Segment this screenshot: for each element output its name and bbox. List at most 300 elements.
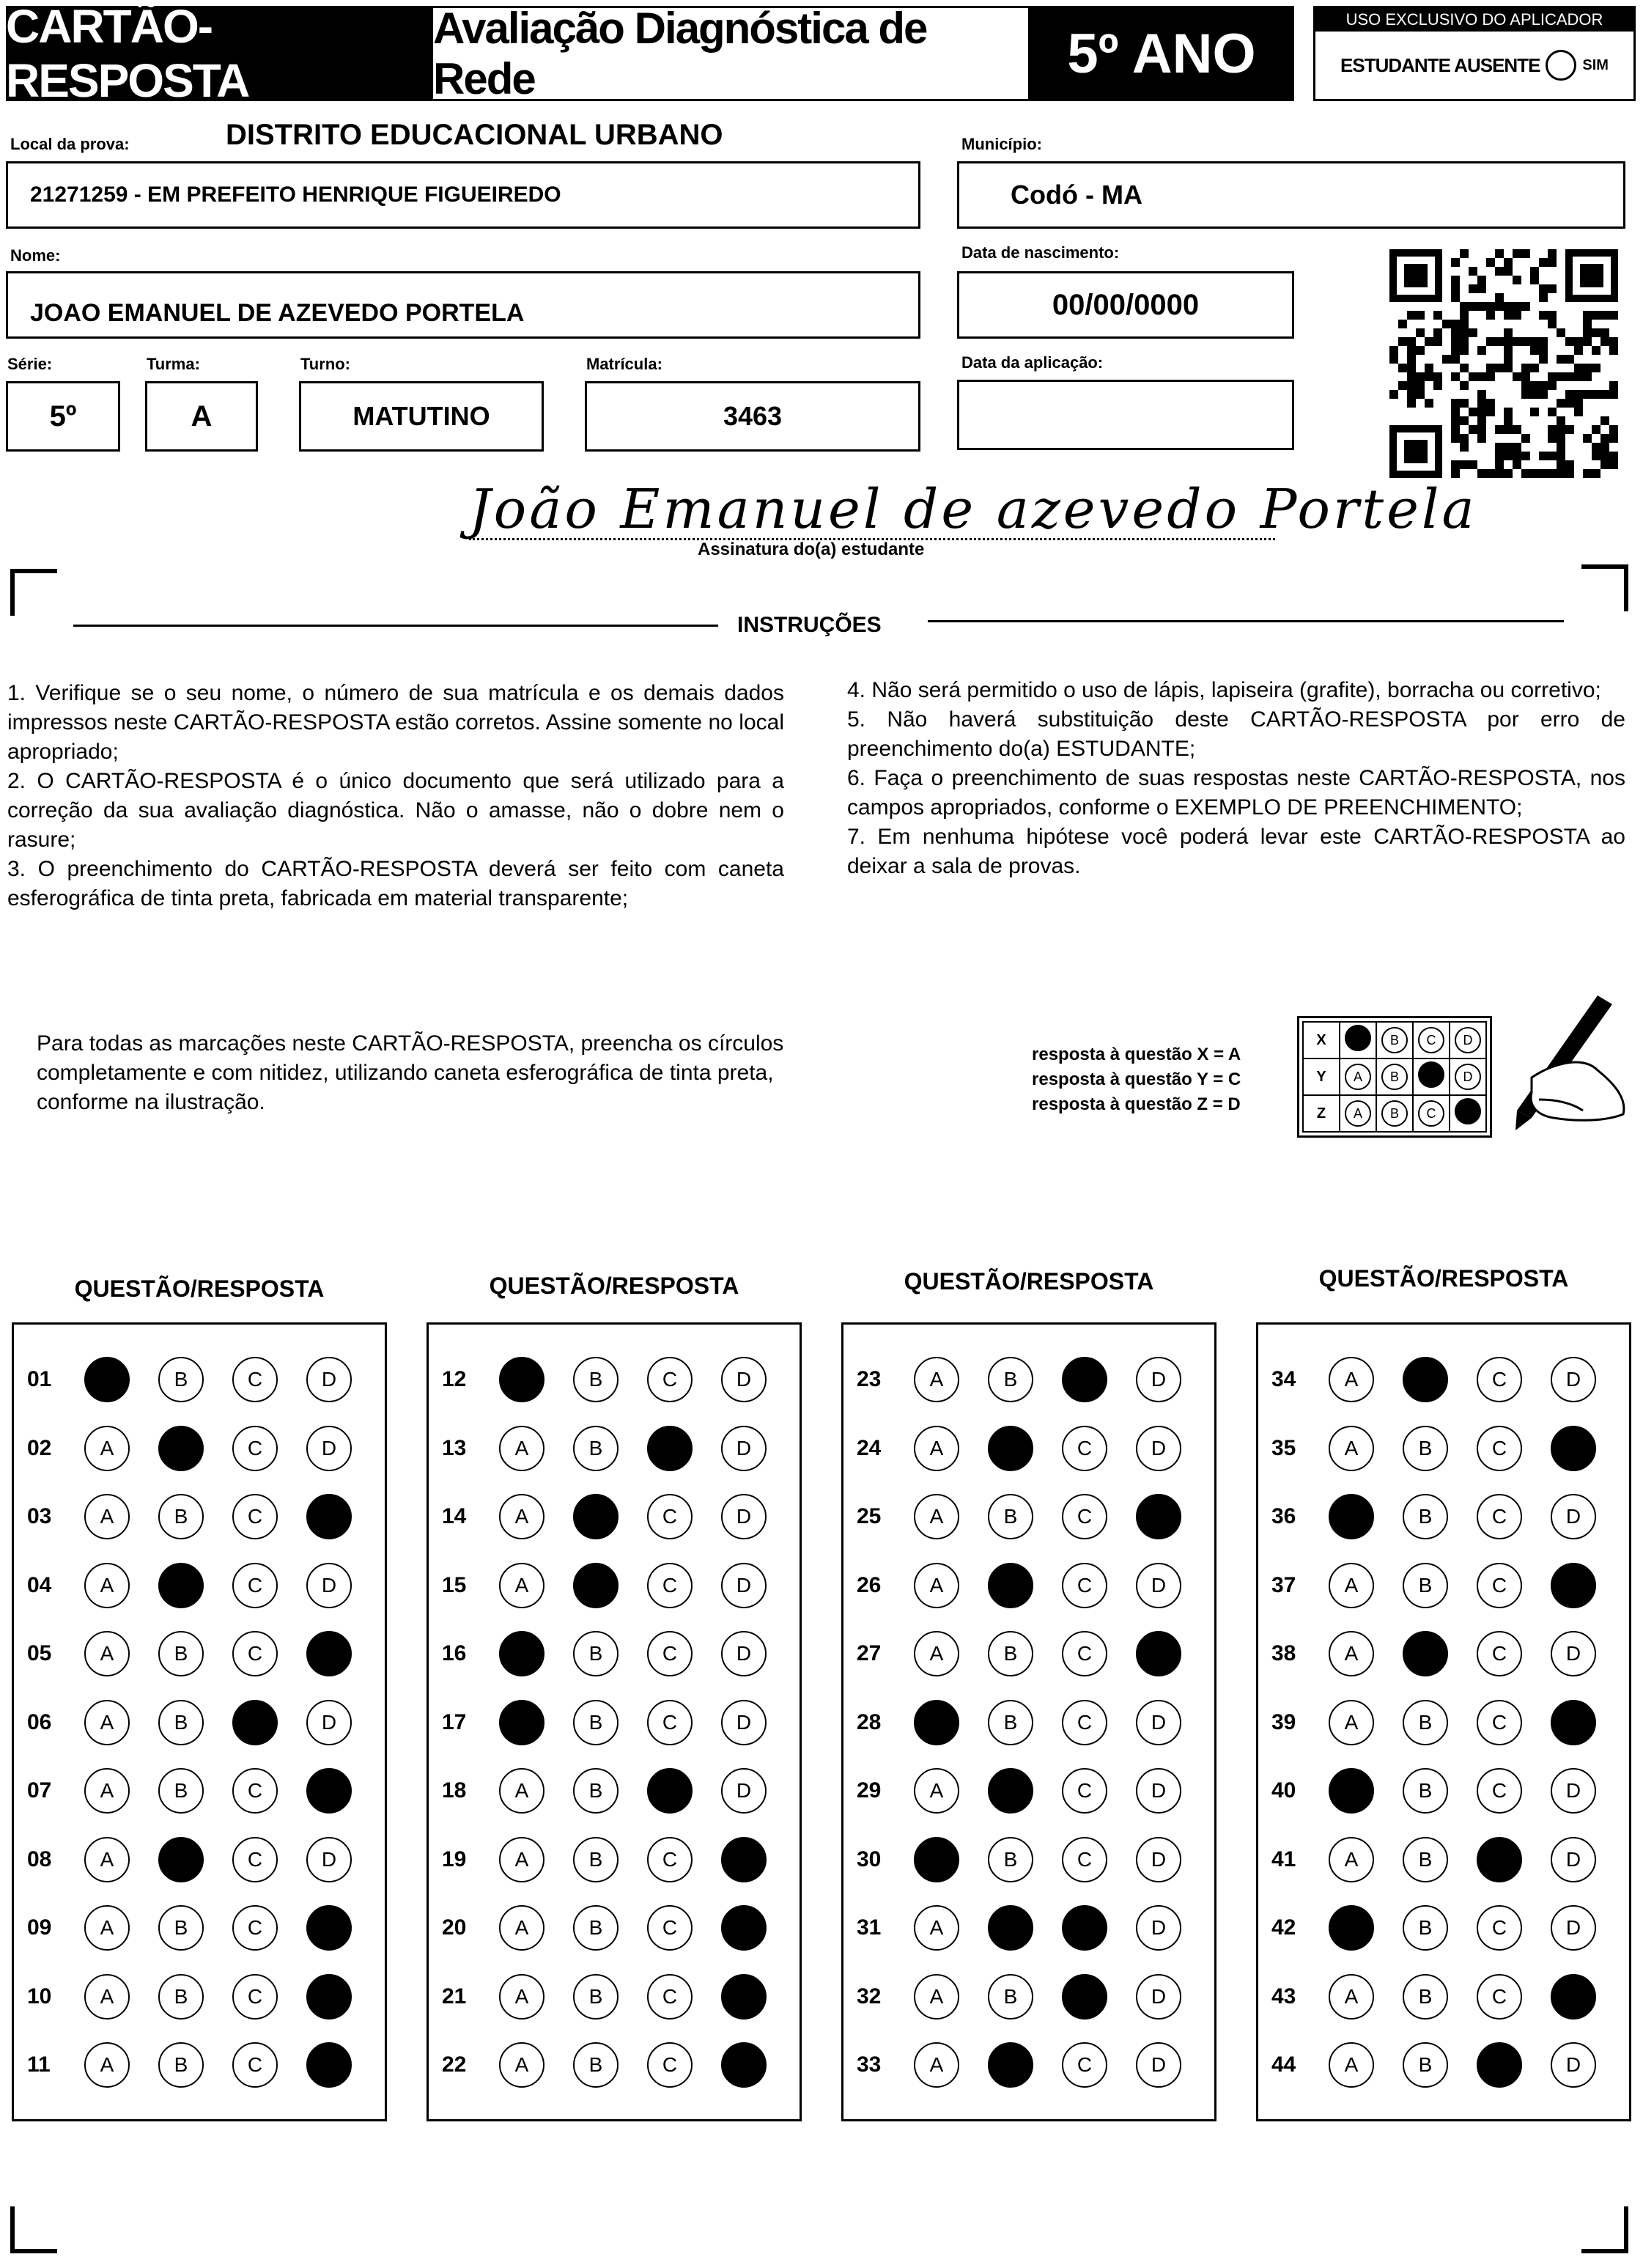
bubble-letter: C xyxy=(1491,1710,1507,1734)
question-number: 07 xyxy=(27,1778,52,1803)
aplicacao-label: Data da aplicação: xyxy=(961,353,1104,372)
answer-bubble-a[interactable] xyxy=(84,1631,130,1676)
question-number: 16 xyxy=(442,1641,467,1665)
bubble-letter: C xyxy=(1491,1573,1507,1597)
bubble-letter: A xyxy=(514,1779,529,1802)
answer-bubble-b[interactable] xyxy=(158,2042,204,2088)
answer-bubble-c[interactable] xyxy=(232,1426,278,1471)
bubble-letter: D xyxy=(1565,1779,1581,1802)
frame-corner xyxy=(10,2206,57,2253)
answer-bubble-b[interactable] xyxy=(573,1905,619,1951)
example-bubble: A xyxy=(1345,1100,1371,1127)
answer-bubble-c[interactable] xyxy=(1062,1700,1107,1745)
question-row xyxy=(14,1697,385,1748)
instructions-left xyxy=(7,679,784,913)
example-text: Para todas as marcações neste CARTÃO-RESPOSTA, preencha os círculos completamente e com nitidez, utilizando caneta esferográfica de tinta preta, conforme na ilustração. xyxy=(37,1031,784,1114)
bubble-letter: C xyxy=(1077,1847,1093,1871)
answer-bubble-d[interactable] xyxy=(1136,1357,1181,1402)
answer-bubble-c[interactable] xyxy=(1477,1426,1522,1471)
question-number: 05 xyxy=(27,1641,52,1665)
answer-bubble-b[interactable] xyxy=(573,1974,619,2020)
answer-bubble-d[interactable] xyxy=(306,1837,352,1882)
bubble-letter: B xyxy=(1003,1984,1018,2008)
question-row xyxy=(1258,1628,1629,1679)
answer-bubble-c[interactable] xyxy=(1477,1357,1522,1402)
bubble-letter: A xyxy=(1344,1573,1359,1597)
answer-bubble-c[interactable] xyxy=(1062,1631,1107,1676)
answer-bubble-d[interactable] xyxy=(1551,1563,1596,1608)
bubble-letter: A xyxy=(100,1642,114,1665)
question-row xyxy=(1258,1560,1629,1611)
bubble-letter: C xyxy=(662,1710,678,1734)
answer-bubble-c[interactable] xyxy=(1062,1494,1107,1539)
answer-bubble-a[interactable] xyxy=(84,1700,130,1745)
answer-bubble-b[interactable] xyxy=(158,1905,204,1951)
answer-bubble-c[interactable] xyxy=(1477,1837,1522,1882)
instruction-item: 6. Faça o preenchimento de suas respostas neste CARTÃO-RESPOSTA, nos campos apropriados, conforme o EXEMPLO DE PREENCHIMENTO; xyxy=(847,766,1625,820)
answer-bubble-b[interactable] xyxy=(573,1357,619,1402)
answer-bubble-b[interactable] xyxy=(573,2042,619,2088)
example-bubble: A xyxy=(1345,1064,1371,1090)
answer-bubble-b[interactable] xyxy=(1403,1357,1448,1402)
answer-bubble-a[interactable] xyxy=(914,1426,959,1471)
answer-bubble-c[interactable] xyxy=(647,1631,693,1676)
answer-bubble-b[interactable] xyxy=(1403,2042,1448,2088)
answer-bubble-b[interactable] xyxy=(1403,1426,1448,1471)
question-number: 21 xyxy=(442,1984,467,2009)
answer-bubble-a[interactable] xyxy=(499,1426,544,1471)
bubble-letter: D xyxy=(736,1505,752,1528)
answer-bubble-d[interactable] xyxy=(1551,1700,1596,1745)
answer-bubble-d[interactable] xyxy=(1551,1837,1596,1882)
question-row xyxy=(843,1354,1214,1405)
answer-bubble-b[interactable] xyxy=(573,1837,619,1882)
answer-bubble-c[interactable] xyxy=(1062,1563,1107,1608)
answer-bubble-d[interactable] xyxy=(306,1768,352,1814)
answer-bubble-b[interactable] xyxy=(158,1768,204,1814)
bubble-letter: B xyxy=(1418,1436,1433,1459)
example-legend xyxy=(1032,1042,1241,1117)
example-bubble xyxy=(1345,1025,1371,1051)
answer-bubble-a[interactable] xyxy=(499,1700,544,1745)
answer-bubble-c[interactable] xyxy=(1477,1631,1522,1676)
answer-bubble-d[interactable] xyxy=(1136,1631,1181,1676)
bubble-letter: C xyxy=(247,1573,263,1597)
question-row xyxy=(429,1628,800,1679)
answer-bubble-a[interactable] xyxy=(84,1563,130,1608)
answer-bubble-c[interactable] xyxy=(1062,1768,1107,1814)
answer-bubble-b[interactable] xyxy=(988,2042,1033,2088)
question-row xyxy=(429,1423,800,1474)
bubble-letter: D xyxy=(736,1573,752,1597)
answer-bubble-b[interactable] xyxy=(158,1837,204,1882)
answer-bubble-a[interactable] xyxy=(914,1768,959,1814)
answer-bubble-a[interactable] xyxy=(1329,1357,1374,1402)
answer-bubble-a[interactable] xyxy=(1329,1768,1374,1814)
bubble-letter: A xyxy=(514,2053,529,2076)
answer-bubble-d[interactable] xyxy=(1136,1563,1181,1608)
answer-bubble-a[interactable] xyxy=(914,1974,959,2020)
bubble-letter: C xyxy=(662,1573,678,1597)
grade-title: 5º ANO xyxy=(1029,6,1294,101)
question-row xyxy=(1258,1902,1629,1954)
answer-bubble-c[interactable] xyxy=(647,1426,693,1471)
answer-bubble-c[interactable] xyxy=(1062,1905,1107,1951)
answer-bubble-b[interactable] xyxy=(988,1357,1033,1402)
question-number: 11 xyxy=(27,2052,51,2077)
answer-bubble-d[interactable] xyxy=(1136,1905,1181,1951)
bubble-letter: D xyxy=(1151,1779,1167,1802)
bubble-letter: C xyxy=(247,1642,263,1665)
answer-bubble-b[interactable] xyxy=(1403,1494,1448,1539)
answer-bubble-c[interactable] xyxy=(647,1357,693,1402)
answer-bubble-a[interactable] xyxy=(1329,1631,1374,1676)
answers-panel xyxy=(12,1322,387,2121)
bubble-letter: C xyxy=(247,1779,263,1802)
answer-bubble-a[interactable] xyxy=(84,1357,130,1402)
bubble-letter: B xyxy=(588,1847,603,1871)
answer-bubble-a[interactable] xyxy=(914,2042,959,2088)
answer-bubble-b[interactable] xyxy=(1403,1563,1448,1608)
answer-bubble-b[interactable] xyxy=(1403,1837,1448,1882)
bubble-letter: A xyxy=(100,1916,114,1939)
answer-bubble-c[interactable] xyxy=(647,1905,693,1951)
answer-bubble-d[interactable] xyxy=(1551,1426,1596,1471)
bubble-letter: D xyxy=(736,1642,752,1665)
bubble-letter: D xyxy=(736,1368,752,1391)
answer-bubble-a[interactable] xyxy=(1329,1837,1374,1882)
answer-bubble-a[interactable] xyxy=(499,1494,544,1539)
question-number: 37 xyxy=(1271,1572,1296,1597)
answer-bubble-b[interactable] xyxy=(1403,1700,1448,1745)
question-number: 02 xyxy=(27,1435,52,1460)
question-row xyxy=(14,1902,385,1954)
answer-bubble-a[interactable] xyxy=(84,1837,130,1882)
answer-bubble-b[interactable] xyxy=(573,1563,619,1608)
bubble-letter: D xyxy=(1151,1573,1167,1597)
answer-bubble-d[interactable] xyxy=(306,1905,352,1951)
answer-bubble-a[interactable] xyxy=(499,1357,544,1402)
answer-bubble-c[interactable] xyxy=(1062,1974,1107,2020)
example-row xyxy=(1303,1095,1486,1132)
answer-bubble-c[interactable] xyxy=(232,1905,278,1951)
answer-bubble-c[interactable] xyxy=(1062,1426,1107,1471)
answer-bubble-d[interactable] xyxy=(721,1631,767,1676)
bubble-letter: C xyxy=(1077,1642,1093,1665)
question-number: 31 xyxy=(857,1915,882,1940)
answer-bubble-b[interactable] xyxy=(573,1631,619,1676)
bubble-letter: C xyxy=(1491,1916,1507,1939)
answer-bubble-a[interactable] xyxy=(84,1426,130,1471)
answer-bubble-c[interactable] xyxy=(232,1357,278,1402)
answer-bubble-d[interactable] xyxy=(721,2042,767,2088)
district-name: DISTRITO EDUCACIONAL URBANO xyxy=(226,119,723,151)
answer-bubble-d[interactable] xyxy=(721,1700,767,1745)
answer-bubble-d[interactable] xyxy=(1136,1974,1181,2020)
answer-bubble-a[interactable] xyxy=(499,1631,544,1676)
answer-bubble-b[interactable] xyxy=(573,1494,619,1539)
answer-bubble-d[interactable] xyxy=(1136,1837,1181,1882)
answer-bubble-b[interactable] xyxy=(1403,1631,1448,1676)
question-number: 43 xyxy=(1271,1984,1296,2009)
answer-bubble-c[interactable] xyxy=(647,1700,693,1745)
answer-bubble-c[interactable] xyxy=(232,1974,278,2020)
answer-bubble-b[interactable] xyxy=(158,1974,204,2020)
instruction-item: 3. O preenchimento do CARTÃO-RESPOSTA deverá ser feito com caneta esferográfica de tinta preta, fabricada em material transparente; xyxy=(7,857,784,910)
answer-bubble-a[interactable] xyxy=(1329,1974,1374,2020)
answer-bubble-d[interactable] xyxy=(306,1494,352,1539)
bubble-letter: C xyxy=(1491,1505,1507,1528)
absent-bubble[interactable] xyxy=(1546,50,1576,81)
answer-bubble-a[interactable] xyxy=(914,1905,959,1951)
answer-bubble-b[interactable] xyxy=(573,1426,619,1471)
answer-bubble-d[interactable] xyxy=(721,1494,767,1539)
answer-bubble-a[interactable] xyxy=(1329,1700,1374,1745)
question-number: 33 xyxy=(857,2052,882,2077)
answer-bubble-d[interactable] xyxy=(721,1563,767,1608)
answer-bubble-b[interactable] xyxy=(988,1768,1033,1814)
question-row xyxy=(14,1560,385,1611)
question-number: 30 xyxy=(857,1847,882,1871)
answer-bubble-c[interactable] xyxy=(232,1768,278,1814)
answer-bubble-a[interactable] xyxy=(84,1494,130,1539)
example-bubble: C xyxy=(1418,1027,1444,1053)
answer-bubble-d[interactable] xyxy=(1136,1768,1181,1814)
answer-bubble-a[interactable] xyxy=(499,1974,544,2020)
question-number: 04 xyxy=(27,1572,52,1597)
bubble-letter: D xyxy=(1151,1368,1167,1391)
pen-icon xyxy=(1488,990,1634,1144)
answer-bubble-d[interactable] xyxy=(1136,2042,1181,2088)
answer-bubble-b[interactable] xyxy=(988,1974,1033,2020)
question-number: 12 xyxy=(442,1367,467,1391)
answer-bubble-b[interactable] xyxy=(1403,1768,1448,1814)
question-number: 26 xyxy=(857,1572,882,1597)
question-number: 24 xyxy=(857,1435,882,1460)
bubble-letter: A xyxy=(1344,1984,1359,2008)
answer-bubble-a[interactable] xyxy=(1329,1494,1374,1539)
answer-bubble-a[interactable] xyxy=(914,1563,959,1608)
turma-value: A xyxy=(191,400,213,432)
answer-bubble-d[interactable] xyxy=(1551,1631,1596,1676)
bubble-letter: C xyxy=(1077,1779,1093,1802)
answers-panel xyxy=(427,1322,802,2121)
question-row xyxy=(1258,1697,1629,1748)
question-number: 14 xyxy=(442,1504,467,1528)
answer-bubble-c[interactable] xyxy=(647,1837,693,1882)
answer-bubble-a[interactable] xyxy=(914,1357,959,1402)
answer-bubble-a[interactable] xyxy=(499,1768,544,1814)
question-row xyxy=(1258,2039,1629,2091)
bubble-letter: A xyxy=(1344,1710,1359,1734)
answer-bubble-c[interactable] xyxy=(1062,1837,1107,1882)
answer-bubble-b[interactable] xyxy=(158,1357,204,1402)
answer-bubble-d[interactable] xyxy=(306,1974,352,2020)
municipio-field xyxy=(957,161,1625,229)
bubble-letter: A xyxy=(514,1916,529,1939)
bubble-letter: D xyxy=(321,1368,337,1391)
answer-bubble-b[interactable] xyxy=(573,1768,619,1814)
answer-bubble-a[interactable] xyxy=(1329,1905,1374,1951)
answer-bubble-a[interactable] xyxy=(914,1837,959,1882)
answer-bubble-a[interactable] xyxy=(1329,2042,1374,2088)
question-number: 27 xyxy=(857,1641,882,1665)
answer-bubble-b[interactable] xyxy=(988,1905,1033,1951)
question-number: 03 xyxy=(27,1504,52,1528)
answer-bubble-d[interactable] xyxy=(1136,1494,1181,1539)
bubble-letter: D xyxy=(1565,1916,1581,1939)
question-number: 10 xyxy=(27,1984,52,2009)
example-cell xyxy=(1413,1095,1450,1132)
answer-bubble-c[interactable] xyxy=(232,1837,278,1882)
bubble-letter: D xyxy=(1565,1368,1581,1391)
answer-bubble-d[interactable] xyxy=(721,1974,767,2020)
nascimento-value: 00/00/0000 xyxy=(1052,288,1200,321)
card-title: CARTÃO-RESPOSTA xyxy=(6,6,431,101)
answer-bubble-b[interactable] xyxy=(573,1700,619,1745)
answer-bubble-b[interactable] xyxy=(158,1426,204,1471)
answer-bubble-c[interactable] xyxy=(1477,1563,1522,1608)
answer-bubble-d[interactable] xyxy=(1136,1700,1181,1745)
answer-bubble-c[interactable] xyxy=(232,2042,278,2088)
answer-bubble-b[interactable] xyxy=(988,1563,1033,1608)
answer-bubble-b[interactable] xyxy=(1403,1974,1448,2020)
answer-bubble-b[interactable] xyxy=(988,1494,1033,1539)
answer-bubble-d[interactable] xyxy=(306,1357,352,1402)
bubble-letter: B xyxy=(174,1779,188,1802)
instruction-item: 4. Não será permitido o uso de lápis, lapiseira (grafite), borracha ou corretivo; xyxy=(847,678,1601,702)
answer-bubble-c[interactable] xyxy=(1477,1700,1522,1745)
applicator-box xyxy=(1313,6,1636,101)
answer-bubble-b[interactable] xyxy=(158,1700,204,1745)
answer-bubble-b[interactable] xyxy=(158,1494,204,1539)
answer-bubble-d[interactable] xyxy=(1551,1357,1596,1402)
answer-bubble-b[interactable] xyxy=(988,1426,1033,1471)
answer-bubble-d[interactable] xyxy=(306,1700,352,1745)
bubble-letter: C xyxy=(247,1505,263,1528)
answer-bubble-a[interactable] xyxy=(914,1631,959,1676)
answer-bubble-b[interactable] xyxy=(1403,1905,1448,1951)
answer-bubble-b[interactable] xyxy=(158,1631,204,1676)
answer-bubble-d[interactable] xyxy=(306,1631,352,1676)
answer-bubble-d[interactable] xyxy=(1136,1426,1181,1471)
question-number: 40 xyxy=(1271,1778,1296,1803)
bubble-letter: C xyxy=(247,1916,263,1939)
bubble-letter: D xyxy=(1565,1642,1581,1665)
answer-bubble-a[interactable] xyxy=(84,1768,130,1814)
answer-bubble-c[interactable] xyxy=(647,1974,693,2020)
bubble-letter: C xyxy=(662,1368,678,1391)
answer-bubble-c[interactable] xyxy=(1477,1974,1522,2020)
answer-bubble-c[interactable] xyxy=(647,1494,693,1539)
bubble-letter: A xyxy=(1344,1368,1359,1391)
question-number: 09 xyxy=(27,1915,52,1940)
answer-bubble-c[interactable] xyxy=(1477,2042,1522,2088)
example-cell xyxy=(1413,1058,1450,1095)
answer-bubble-d[interactable] xyxy=(721,1426,767,1471)
answer-bubble-a[interactable] xyxy=(499,2042,544,2088)
answer-bubble-a[interactable] xyxy=(914,1494,959,1539)
answer-bubble-b[interactable] xyxy=(988,1837,1033,1882)
answer-bubble-c[interactable] xyxy=(1477,1905,1522,1951)
bubble-letter: A xyxy=(100,1779,114,1802)
answer-bubble-b[interactable] xyxy=(988,1631,1033,1676)
example-cell xyxy=(1340,1095,1376,1132)
answer-bubble-c[interactable] xyxy=(1062,2042,1107,2088)
bubble-letter: C xyxy=(1491,1984,1507,2008)
answer-bubble-c[interactable] xyxy=(232,1563,278,1608)
answer-bubble-b[interactable] xyxy=(158,1563,204,1608)
answer-bubble-c[interactable] xyxy=(232,1700,278,1745)
answer-bubble-b[interactable] xyxy=(988,1700,1033,1745)
answer-bubble-d[interactable] xyxy=(721,1905,767,1951)
answer-bubble-d[interactable] xyxy=(306,2042,352,2088)
answer-bubble-c[interactable] xyxy=(647,2042,693,2088)
example-cell xyxy=(1376,1022,1413,1058)
example-cell xyxy=(1340,1022,1376,1058)
example-cell xyxy=(1450,1022,1486,1058)
question-number: 20 xyxy=(442,1915,467,1940)
answer-bubble-a[interactable] xyxy=(84,2042,130,2088)
answer-bubble-d[interactable] xyxy=(721,1837,767,1882)
answer-bubble-a[interactable] xyxy=(1329,1426,1374,1471)
bubble-letter: B xyxy=(588,1642,603,1665)
answer-bubble-d[interactable] xyxy=(1551,1768,1596,1814)
answer-bubble-c[interactable] xyxy=(232,1631,278,1676)
bubble-letter: B xyxy=(1418,2053,1433,2076)
frame-corner xyxy=(1581,2206,1628,2253)
answer-bubble-c[interactable] xyxy=(1477,1768,1522,1814)
bubble-letter: C xyxy=(662,2053,678,2076)
answer-bubble-a[interactable] xyxy=(84,1905,130,1951)
bubble-letter: C xyxy=(247,1368,263,1391)
answer-bubble-d[interactable] xyxy=(721,1357,767,1402)
bubble-letter: A xyxy=(100,1984,114,2008)
absent-label: ESTUDANTE AUSENTE xyxy=(1340,54,1540,76)
answer-bubble-d[interactable] xyxy=(721,1768,767,1814)
answer-bubble-a[interactable] xyxy=(1329,1563,1374,1608)
question-number: 35 xyxy=(1271,1435,1296,1460)
bubble-letter: B xyxy=(1418,1847,1433,1871)
bubble-letter: A xyxy=(929,1505,944,1528)
answer-bubble-a[interactable] xyxy=(499,1905,544,1951)
answer-bubble-a[interactable] xyxy=(84,1974,130,2020)
answer-bubble-d[interactable] xyxy=(306,1563,352,1608)
answer-bubble-c[interactable] xyxy=(647,1563,693,1608)
bubble-letter: D xyxy=(1151,1984,1167,2008)
question-number: 28 xyxy=(857,1709,882,1734)
answer-bubble-d[interactable] xyxy=(1551,1494,1596,1539)
answer-bubble-a[interactable] xyxy=(914,1700,959,1745)
question-row xyxy=(429,1491,800,1542)
answer-bubble-c[interactable] xyxy=(232,1494,278,1539)
answer-bubble-c[interactable] xyxy=(1477,1494,1522,1539)
answer-bubble-d[interactable] xyxy=(1551,2042,1596,2088)
bubble-letter: A xyxy=(100,1847,114,1871)
answer-bubble-d[interactable] xyxy=(306,1426,352,1471)
answer-bubble-d[interactable] xyxy=(1551,1974,1596,2020)
absent-option: SIM xyxy=(1582,56,1609,73)
answer-bubble-c[interactable] xyxy=(647,1768,693,1814)
answer-bubble-c[interactable] xyxy=(1062,1357,1107,1402)
bubble-letter: A xyxy=(1344,1642,1359,1665)
bubble-letter: A xyxy=(929,1368,944,1391)
answer-bubble-a[interactable] xyxy=(499,1563,544,1608)
answer-bubble-a[interactable] xyxy=(499,1837,544,1882)
instructions-right xyxy=(847,676,1625,881)
answer-bubble-d[interactable] xyxy=(1551,1905,1596,1951)
bubble-letter: B xyxy=(588,1779,603,1802)
